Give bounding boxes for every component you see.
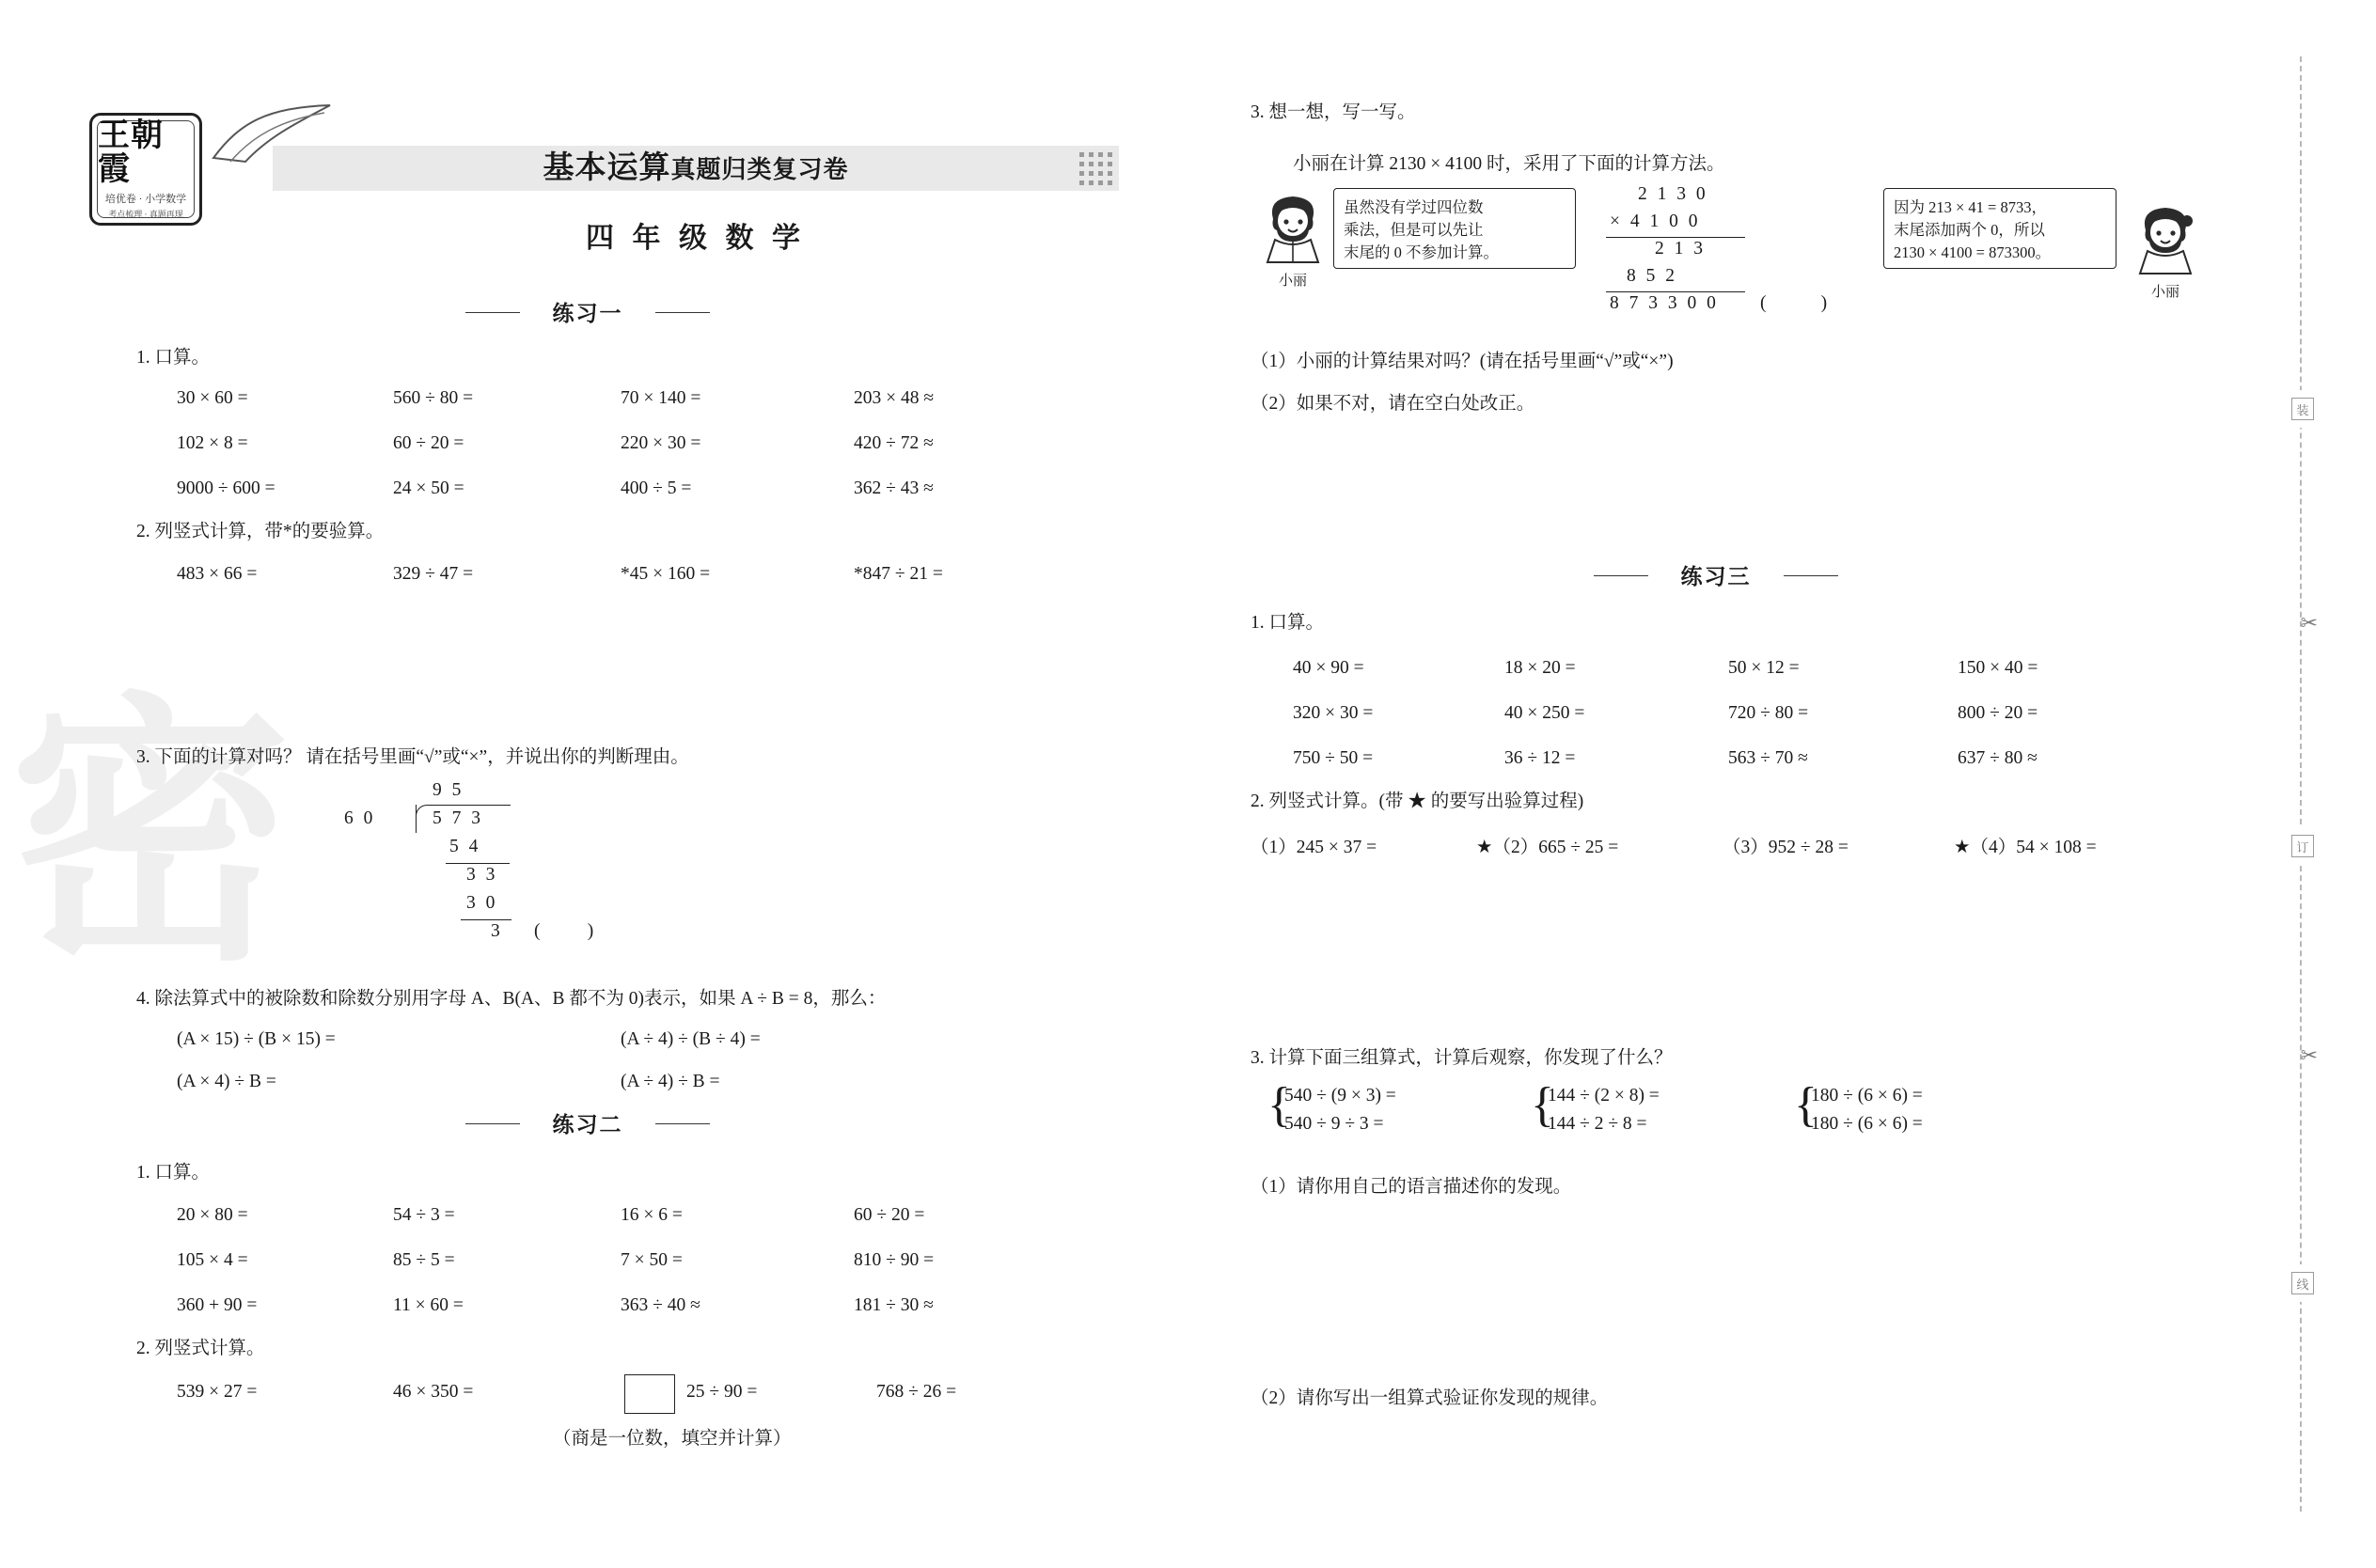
mul-row-3: 2 1 3 (1655, 239, 1706, 259)
logo-subtitle: 培优卷 · 小学数学 (104, 193, 187, 205)
scissors-icon-1: ✂ (2300, 611, 2318, 635)
left-q1-r2-c0: 9000 ÷ 600 = (177, 478, 275, 498)
brace-2-line-0: 144 ÷ (2 × 8) = (1548, 1086, 1660, 1105)
right-p3-q1-r0-c3: 150 × 40 = (1958, 658, 2038, 678)
margin-icon-2 (2284, 1264, 2321, 1302)
division-bracket (416, 805, 511, 819)
publisher-logo (89, 113, 202, 226)
blank-answer-box[interactable] (624, 1374, 675, 1414)
left-p2-q2-item-1: 46 × 350 = (393, 1382, 474, 1402)
right-q3-sub2: （2）如果不对，请在空白处改正。 (1251, 394, 1535, 414)
left-q1-r0-c0: 30 × 60 = (177, 388, 248, 408)
left-q4-item-3: (A ÷ 4) ÷ B = (621, 1072, 720, 1091)
mul-paren: ( ) (1760, 293, 1831, 313)
margin-icon-0 (2284, 390, 2321, 428)
brace-3: { (1794, 1078, 1817, 1132)
left-q3-label: 3. 下面的计算对吗？ 请在括号里画“√”或“×”，并说出你的判断理由。 (136, 747, 689, 767)
long-division-figure (329, 780, 597, 949)
division-bracket-vertical (416, 805, 417, 833)
division-remainder: 3 (491, 921, 503, 941)
division-divisor: 6 0 (344, 808, 376, 828)
margin-icon-1-label: 订 (2291, 835, 2314, 857)
mul-row-4: 8 5 2 (1627, 266, 1677, 286)
division-paren: ( ) (534, 921, 597, 941)
brace-1-line-1: 540 ÷ 9 ÷ 3 = (1284, 1114, 1384, 1134)
left-q2-item-0: 483 × 66 = (177, 564, 258, 584)
left-p2-q1-r1-c0: 105 × 4 = (177, 1250, 248, 1270)
mul-bar-1 (1606, 237, 1745, 238)
left-q2-item-2: *45 × 160 = (621, 564, 711, 584)
left-q1-r1-c1: 60 ÷ 20 = (393, 433, 464, 453)
right-p3-q1-r1-c3: 800 ÷ 20 = (1958, 703, 2038, 723)
left-q1-r1-c0: 102 × 8 = (177, 433, 248, 453)
left-p2-q1-r0-c1: 54 ÷ 3 = (393, 1205, 455, 1225)
division-step1: 5 4 (449, 837, 481, 856)
right-p3-q1-r2-c0: 750 ÷ 50 = (1293, 748, 1374, 768)
left-q2-item-1: 329 ÷ 47 = (393, 564, 474, 584)
bubble-left-line-2: 末尾的 0 不参加计算。 (1344, 243, 1499, 261)
left-q4-item-0: (A × 15) ÷ (B × 15) = (177, 1029, 336, 1049)
right-p3-q2-item-2: （3）952 ÷ 28 = (1723, 838, 1849, 857)
page-title-main: 基本运算 (543, 151, 671, 185)
left-q2-label: 2. 列竖式计算，带*的要验算。 (136, 522, 385, 541)
margin-icon-0-label: 装 (2291, 398, 2314, 420)
mul-row-1: 2 1 3 0 (1638, 184, 1708, 204)
speech-bubble-right (1883, 188, 2116, 269)
multiplication-figure (1589, 184, 1871, 316)
bubble-left-line-1: 乘法，但是可以先让 (1344, 221, 1484, 239)
right-p3-q3-sub2: （2）请你写出一组算式验证你发现的规律。 (1251, 1388, 1609, 1408)
section-header-2: 练习二 (531, 1107, 644, 1138)
bubble-right-line-2: 2130 × 4100 = 873300。 (1894, 243, 2052, 261)
bubble-right-line-1: 末尾添加两个 0，所以 (1894, 221, 2045, 239)
right-p3-q1-r2-c3: 637 ÷ 80 ≈ (1958, 748, 2038, 768)
left-q4-label: 4. 除法算式中的被除数和除数分别用字母 A、B(A、B 都不为 0)表示，如果 A ÷ B = 8，那么： (136, 989, 887, 1009)
right-p3-q1-r2-c1: 36 ÷ 12 = (1504, 748, 1576, 768)
bubble-right-line-0: 因为 213 × 41 = 8733， (1894, 198, 2047, 216)
left-p2-q1-r2-c3: 181 ÷ 30 ≈ (854, 1295, 934, 1315)
right-p3-q2-item-0: （1）245 × 37 = (1251, 838, 1377, 857)
bubble-left-line-0: 虽然没有学过四位数 (1344, 198, 1484, 216)
right-p3-q2-label: 2. 列竖式计算。(带 ★ 的要写出验算过程) (1251, 792, 1584, 811)
right-q3-label: 3. 想一想，写一写。 (1251, 102, 1416, 122)
kid-left-name: 小丽 (1278, 274, 1307, 289)
left-q1-r0-c2: 70 × 140 = (621, 388, 701, 408)
logo-inner (97, 120, 195, 218)
section-header-1: 练习一 (531, 296, 644, 327)
section-header-3: 练习三 (1660, 559, 1772, 590)
division-bar-1 (446, 863, 510, 864)
left-p2-q1-r1-c1: 85 ÷ 5 = (393, 1250, 455, 1270)
left-q1-r2-c3: 362 ÷ 43 ≈ (854, 478, 934, 498)
mul-bar-2 (1606, 291, 1745, 292)
brace-1-line-0: 540 ÷ (9 × 3) = (1284, 1086, 1396, 1105)
left-q2-item-3: *847 ÷ 21 = (854, 564, 943, 584)
division-step3: 3 0 (466, 893, 498, 913)
margin-icon-1 (2284, 827, 2321, 865)
page-subtitle: 四 年 级 数 学 (586, 223, 806, 254)
right-q3-sub1: （1）小丽的计算结果对吗？(请在括号里画“√”或“×”) (1251, 352, 1674, 371)
girl-character-left-icon (1260, 191, 1326, 264)
division-bar-2 (461, 919, 511, 920)
left-p2-q1-r1-c2: 7 × 50 = (621, 1250, 683, 1270)
left-q4-item-2: (A × 4) ÷ B = (177, 1072, 276, 1091)
left-p2-q1-r0-c2: 16 × 6 = (621, 1205, 683, 1225)
scissors-icon-2: ✂ (2300, 1043, 2318, 1067)
right-p3-q1-r0-c0: 40 × 90 = (1293, 658, 1364, 678)
left-p2-q1-r2-c2: 363 ÷ 40 ≈ (621, 1295, 700, 1315)
title-dots-decoration (1079, 150, 1121, 188)
left-q1-r2-c1: 24 × 50 = (393, 478, 464, 498)
left-p2-note: （商是一位数，填空并计算） (553, 1429, 792, 1449)
left-p2-q2-item-0: 539 × 27 = (177, 1382, 258, 1402)
left-p2-q2-item-2: 25 ÷ 90 = (686, 1382, 758, 1402)
left-q1-r0-c1: 560 ÷ 80 = (393, 388, 474, 408)
logo-title: 王朝霞 (98, 118, 164, 187)
left-p2-q1-r0-c0: 20 × 80 = (177, 1205, 248, 1225)
division-dividend: 5 7 3 (433, 808, 483, 828)
left-q1-r0-c3: 203 × 48 ≈ (854, 388, 935, 408)
page-title-rest: 真题归类复习卷 (670, 156, 849, 183)
right-p3-q1-label: 1. 口算。 (1251, 613, 1325, 633)
right-p3-q1-r2-c2: 563 ÷ 70 ≈ (1728, 748, 1808, 768)
brace-2: { (1531, 1078, 1554, 1132)
right-p3-q1-r0-c2: 50 × 12 = (1728, 658, 1800, 678)
right-p3-q1-r1-c0: 320 × 30 = (1293, 703, 1374, 723)
left-q4-item-1: (A ÷ 4) ÷ (B ÷ 4) = (621, 1029, 761, 1049)
brace-3-line-0: 180 ÷ (6 × 6) = (1811, 1086, 1923, 1105)
kid-right-name: 小丽 (2150, 285, 2179, 300)
mul-row-5: 8 7 3 3 0 0 (1610, 293, 1719, 313)
brace-1: { (1267, 1078, 1291, 1132)
left-p2-q1-r2-c1: 11 × 60 = (393, 1295, 464, 1315)
right-p3-q1-r1-c2: 720 ÷ 80 = (1728, 703, 1809, 723)
left-p2-q2-label: 2. 列竖式计算。 (136, 1339, 265, 1358)
left-p2-q2-item-3: 768 ÷ 26 = (876, 1382, 957, 1402)
right-p3-q3-sub1: （1）请你用自己的语言描述你的发现。 (1251, 1177, 1572, 1197)
right-p3-q2-item-1: ★（2）665 ÷ 25 = (1476, 838, 1619, 857)
right-p3-q1-r0-c1: 18 × 20 = (1504, 658, 1576, 678)
margin-icon-2-label: 线 (2291, 1272, 2314, 1294)
speech-bubble-left (1333, 188, 1576, 269)
left-p2-q1-r1-c3: 810 ÷ 90 = (854, 1250, 935, 1270)
division-step2: 3 3 (466, 865, 498, 885)
left-q1-r1-c3: 420 ÷ 72 ≈ (854, 433, 934, 453)
left-q1-label: 1. 口算。 (136, 348, 211, 368)
page-title (273, 149, 1119, 190)
right-p3-q2-item-3: ★（4）54 × 108 = (1954, 838, 2097, 857)
left-p2-q1-r2-c0: 360 + 90 = (177, 1295, 258, 1315)
left-q1-r2-c2: 400 ÷ 5 = (621, 478, 692, 498)
mul-row-2: × 4 1 0 0 (1610, 212, 1701, 231)
brace-3-line-1: 180 ÷ (6 × 6) = (1811, 1114, 1923, 1134)
division-quotient: 9 5 (433, 780, 464, 800)
brace-2-line-1: 144 ÷ 2 ÷ 8 = (1548, 1114, 1647, 1134)
right-p3-q1-r1-c1: 40 × 250 = (1504, 703, 1585, 723)
left-q1-r1-c2: 220 × 30 = (621, 433, 701, 453)
watermark-text: 密 (9, 681, 291, 993)
right-p3-q3-label: 3. 计算下面三组算式，计算后观察，你发现了什么？ (1251, 1048, 1673, 1068)
logo-subtitle2: 考点梳理 · 真题再现 (108, 209, 183, 219)
girl-character-right-icon (2132, 202, 2198, 275)
right-q3-text: 小丽在计算 2130 × 4100 时，采用了下面的计算方法。 (1293, 154, 1725, 174)
left-p2-q1-label: 1. 口算。 (136, 1163, 211, 1183)
left-p2-q1-r0-c3: 60 ÷ 20 = (854, 1205, 925, 1225)
